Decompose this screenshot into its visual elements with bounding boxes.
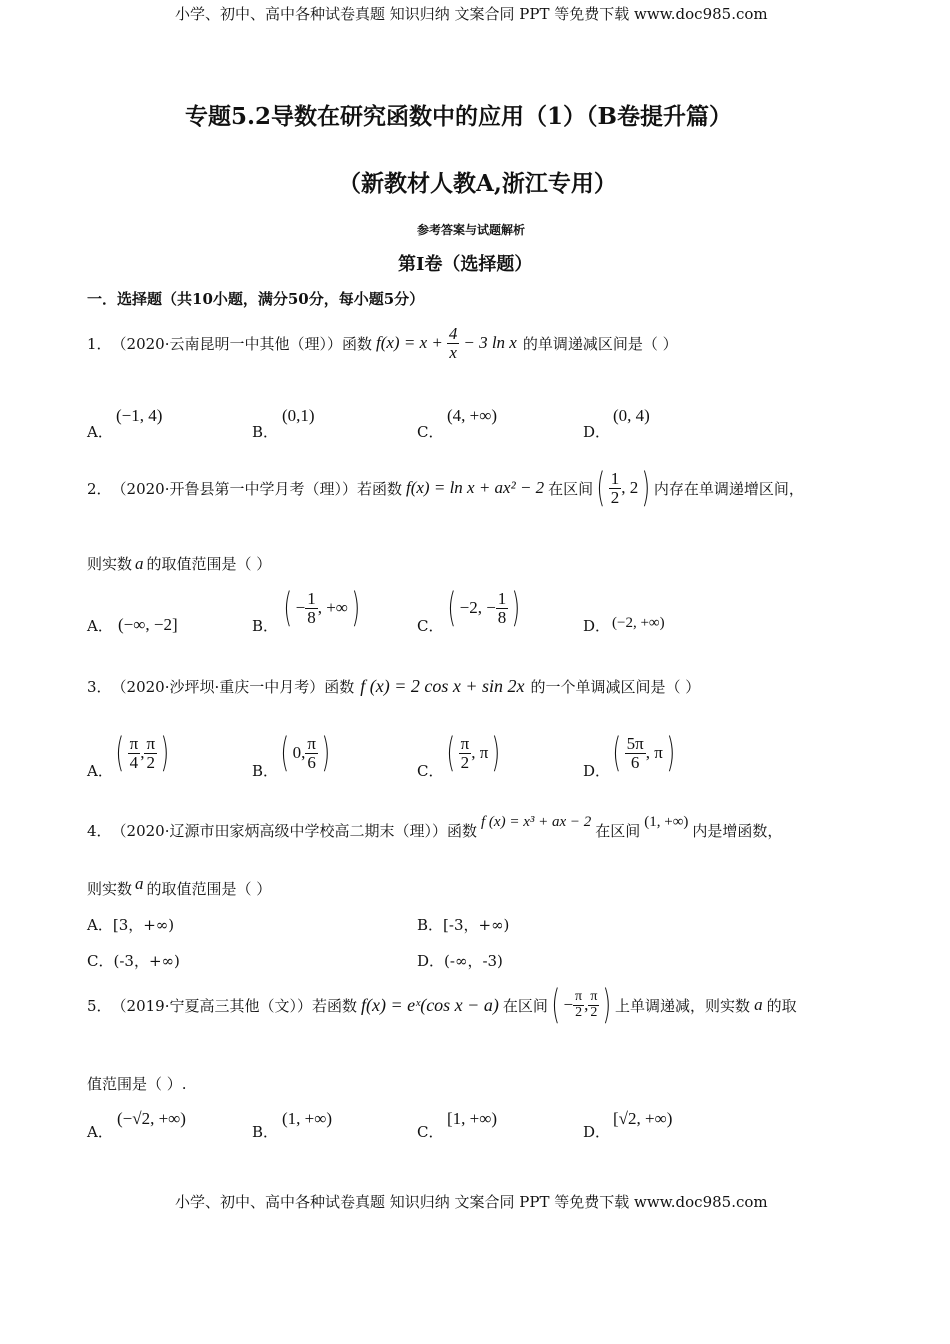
option-d-value[interactable]: (0, 4) xyxy=(613,406,650,425)
numerator: π xyxy=(575,988,583,1004)
option-a-label[interactable]: A． xyxy=(87,423,113,441)
option-value: (-∞，-3) xyxy=(444,952,503,970)
option-d-label[interactable]: D． xyxy=(583,617,611,635)
answer-key-label: 参考答案与试题解析 xyxy=(417,223,526,237)
option-value: (-3，+∞) xyxy=(113,952,180,970)
question-source: （2020·云南昆明一中其他（理））函数 xyxy=(111,334,372,353)
option-c-label[interactable]: C． xyxy=(417,617,444,635)
denominator: 2 xyxy=(460,752,470,772)
right-paren: ) xyxy=(491,730,501,776)
question-number: 2． xyxy=(87,479,112,498)
question-2-line2 xyxy=(87,553,271,574)
question-stem: 的单调递减区间是（ ） xyxy=(522,334,678,353)
right-paren: ) xyxy=(160,730,170,776)
denominator: 2 xyxy=(610,487,620,507)
variable: a xyxy=(135,873,144,893)
question-number: 5． xyxy=(87,996,112,1015)
function-expression: f(x) = ln x + ax² − 2 xyxy=(406,478,545,497)
left-paren: ( xyxy=(447,585,457,631)
fraction xyxy=(447,325,460,362)
variable: a xyxy=(135,553,144,573)
option-d-value[interactable]: (−2, +∞) xyxy=(612,615,665,631)
minus-sign: − xyxy=(295,598,306,617)
left-paren: ( xyxy=(280,730,290,776)
option-label: D． xyxy=(417,952,445,970)
option-b-label[interactable]: B． xyxy=(252,1123,279,1141)
left-paren: ( xyxy=(446,730,456,776)
denominator: x xyxy=(449,342,457,362)
fraction xyxy=(625,735,646,772)
option-c-value[interactable] xyxy=(444,585,524,631)
option-label: A． xyxy=(87,916,113,934)
fraction xyxy=(305,590,318,627)
interval: (1, +∞) xyxy=(644,814,689,830)
variable: a xyxy=(754,995,763,1014)
numerator: π xyxy=(590,988,598,1004)
interval-right: , +∞ xyxy=(317,598,348,617)
interval-left: 0, xyxy=(292,743,306,762)
fraction xyxy=(144,735,157,772)
numerator: π xyxy=(146,733,156,753)
option-d-value[interactable] xyxy=(609,730,678,776)
denominator: 8 xyxy=(497,607,507,627)
stem-text: 则实数 xyxy=(87,880,133,898)
option-d-label[interactable]: D． xyxy=(583,423,611,441)
option-a-value[interactable]: (−√2, +∞) xyxy=(117,1109,186,1128)
option-c[interactable] xyxy=(87,950,180,971)
right-paren: ) xyxy=(602,982,612,1028)
question-stem-tail: 内是增函数， xyxy=(692,822,783,840)
function-expression-tail: − 3 ln x xyxy=(463,333,517,353)
left-paren: ( xyxy=(612,730,622,776)
question-stem-tail: 内存在单调递增区间， xyxy=(653,479,804,498)
numerator: π xyxy=(129,733,139,753)
comma: , xyxy=(140,743,145,762)
question-5 xyxy=(87,982,797,1028)
option-c-label[interactable]: C． xyxy=(417,762,444,780)
question-source: （2020·沙坪坝·重庆一中月考）函数 xyxy=(111,678,355,696)
question-stem: 的一个单调减区间是（ ） xyxy=(530,678,701,696)
denominator: 8 xyxy=(307,607,316,627)
interval-right: , π xyxy=(471,743,489,762)
option-d[interactable] xyxy=(417,950,503,971)
question-4 xyxy=(87,814,783,841)
section-heading: 一．选择题（共10小题，满分50分，每小题5分） xyxy=(87,290,425,308)
numerator: 5π xyxy=(626,733,644,753)
option-d-label[interactable]: D． xyxy=(583,762,611,780)
left-paren: ( xyxy=(551,982,560,1028)
stem-text: 则实数 xyxy=(87,555,133,573)
denominator: 2 xyxy=(590,1004,598,1020)
part-title: 第Ⅰ卷（选择题） xyxy=(398,254,533,275)
question-stem: 在区间 xyxy=(502,996,548,1015)
right-paren: ) xyxy=(641,465,651,511)
option-a-label[interactable]: A． xyxy=(87,762,113,780)
right-paren: ) xyxy=(351,585,361,631)
option-b-label[interactable]: B． xyxy=(252,762,279,780)
option-a-value[interactable]: (−∞, −2] xyxy=(118,615,178,634)
option-label: C． xyxy=(87,952,114,970)
numerator: π xyxy=(307,733,316,753)
page-footer: 小学、初中、高中各种试卷真题 知识归纳 文案合同 PPT 等免费下载 www.doc985.com xyxy=(175,1193,768,1211)
option-a-label[interactable]: A． xyxy=(87,1123,113,1141)
left-paren: ( xyxy=(283,585,293,631)
right-paren: ) xyxy=(321,730,331,776)
page-header: 小学、初中、高中各种试卷真题 知识归纳 文案合同 PPT 等免费下载 www.doc985.com xyxy=(175,5,768,23)
left-paren: ( xyxy=(596,465,606,511)
numerator: π xyxy=(460,733,470,753)
option-b-value[interactable] xyxy=(280,585,364,631)
question-source: （2020·辽源市田家炳高级中学校高二期末（理））函数 xyxy=(111,822,477,840)
fraction xyxy=(128,735,141,772)
option-b-value[interactable]: (0,1) xyxy=(282,406,315,425)
left-paren: ( xyxy=(115,730,125,776)
denominator: 6 xyxy=(307,752,316,772)
option-b-label[interactable]: B． xyxy=(252,423,279,441)
question-source: （2020·开鲁县第一中学月考（理））若函数 xyxy=(111,479,402,498)
page-subtitle-edition: （新教材人教A,浙江专用） xyxy=(338,170,617,197)
option-c-value[interactable]: [1, +∞) xyxy=(447,1109,498,1128)
option-b-label[interactable]: B． xyxy=(252,617,279,635)
option-d-value[interactable]: [√2, +∞) xyxy=(613,1109,673,1128)
function-expression: f(x) = x + xyxy=(376,333,443,353)
fraction xyxy=(609,470,622,507)
function-expression: f (x) = 2 cos x + sin 2x xyxy=(360,676,525,696)
question-number: 3． xyxy=(87,678,112,696)
option-a[interactable] xyxy=(87,914,174,935)
stem-text: 的取值范围是（ ） xyxy=(146,555,272,573)
option-label: B． xyxy=(417,916,444,934)
fraction xyxy=(573,990,584,1020)
denominator: 6 xyxy=(630,752,640,772)
question-4-line2 xyxy=(87,873,272,899)
minus-sign: − xyxy=(563,995,574,1014)
question-stem-tail2: 的取 xyxy=(766,996,797,1015)
fraction xyxy=(588,990,599,1020)
question-2 xyxy=(87,465,804,511)
option-a-value[interactable] xyxy=(112,730,173,776)
question-1 xyxy=(87,325,678,362)
question-number: 1． xyxy=(87,334,112,353)
option-d-label[interactable]: D． xyxy=(583,1123,611,1141)
interval-right: , π xyxy=(645,743,663,762)
question-stem-tail: 上单调递减，则实数 xyxy=(615,996,751,1015)
denominator: 4 xyxy=(129,752,139,772)
option-b[interactable] xyxy=(417,914,509,935)
question-source: （2019·宁夏高三其他（文））若函数 xyxy=(111,996,357,1015)
denominator: 2 xyxy=(575,1004,583,1020)
option-c-value[interactable] xyxy=(443,730,504,776)
fraction xyxy=(305,735,318,772)
fraction xyxy=(496,590,509,627)
option-value: [3，+∞) xyxy=(112,916,175,934)
function-expression: f (x) = x³ + ax − 2 xyxy=(481,814,592,830)
question-3 xyxy=(87,676,700,697)
function-expression: f(x) = eˣ(cos x − a) xyxy=(361,994,499,1015)
option-a-label[interactable]: A． xyxy=(87,617,113,635)
numerator: 1 xyxy=(610,468,620,488)
right-paren: ) xyxy=(666,730,675,776)
numerator: 1 xyxy=(307,588,316,608)
stem-text: 的取值范围是（ ） xyxy=(146,880,272,898)
question-stem: 在区间 xyxy=(595,822,641,840)
numerator: 4 xyxy=(448,324,458,343)
option-b-value[interactable] xyxy=(277,730,334,776)
option-a-value[interactable]: (−1, 4) xyxy=(116,406,163,425)
option-value: [-3，+∞) xyxy=(443,916,510,934)
fraction xyxy=(459,735,472,772)
comma: , xyxy=(584,995,589,1014)
question-stem: 在区间 xyxy=(548,479,594,498)
option-b-value[interactable]: (1, +∞) xyxy=(282,1109,333,1128)
option-c-label[interactable]: C． xyxy=(417,1123,444,1141)
right-paren: ) xyxy=(511,585,521,631)
option-c-label[interactable]: C． xyxy=(417,423,444,441)
page-title: 专题5.2导数在研究函数中的应用（1）（B卷提升篇） xyxy=(185,103,732,130)
interval-right: , 2 xyxy=(621,478,639,497)
denominator: 2 xyxy=(146,752,155,772)
option-c-value[interactable]: (4, +∞) xyxy=(447,406,498,425)
interval-left: −2, − xyxy=(459,598,496,617)
question-number: 4． xyxy=(87,822,112,840)
numerator: 1 xyxy=(497,588,507,608)
question-5-line2: 值范围是（ ）. xyxy=(87,1075,187,1093)
